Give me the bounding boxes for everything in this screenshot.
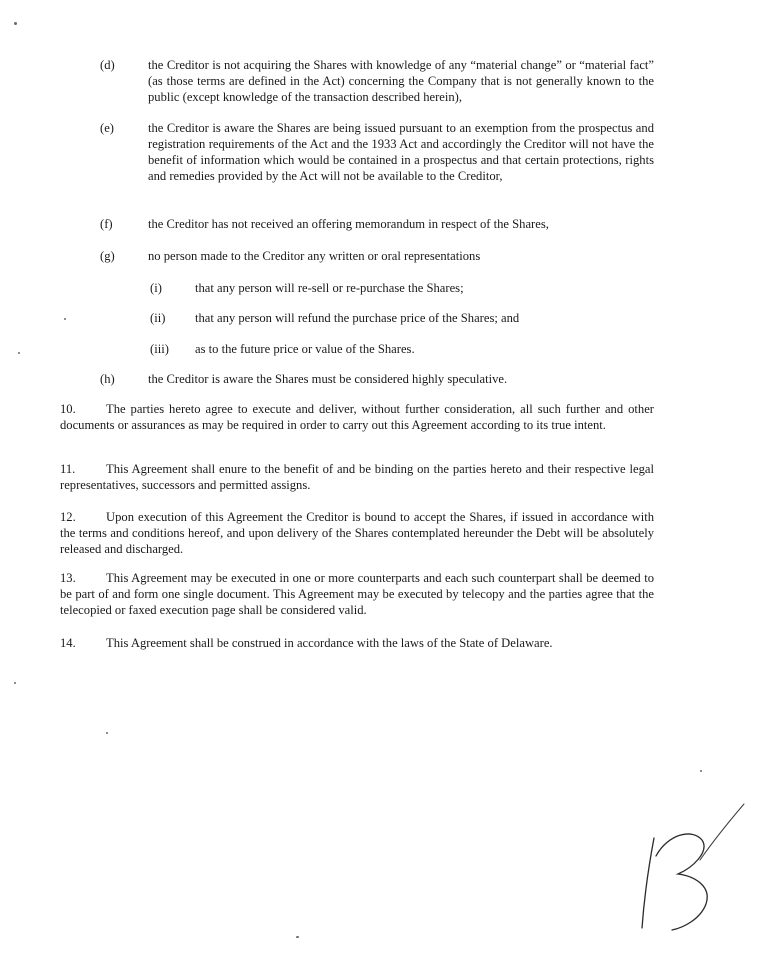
subclause-label: (iii): [150, 342, 169, 356]
clause-text: the Creditor is aware the Shares are being issued pursuant to an exemption from the prospectus and registration requirements of the Act and the 1933 Act and accordingly the Creditor will not have the benefit of information which would be contained in a prospectus and that certain protections, rights and remedies provided by the Act will not be available to the Creditor,: [148, 121, 654, 183]
paragraph-number: 13.: [60, 571, 76, 585]
subclause-text: as to the future price or value of the Shares.: [195, 342, 415, 356]
clause-text: the Creditor has not received an offering memorandum in respect of the Shares,: [148, 217, 549, 231]
clause-e: [100, 120, 655, 204]
clause-label: (h): [100, 372, 115, 386]
subclause-label: (ii): [150, 311, 166, 325]
scan-speck: [106, 732, 108, 734]
paragraph-text: Upon execution of this Agreement the Creditor is bound to accept the Shares, if issued in accordance with the terms and conditions hereof, and upon delivery of the Shares contemplated hereunder the Debt will be absolutely released and discharged.: [60, 510, 654, 556]
clause-h: [100, 371, 655, 389]
paragraph-number: 14.: [60, 636, 76, 650]
paragraph-11: [60, 461, 654, 493]
clause-text: the Creditor is not acquiring the Shares with knowledge of any “material change” or “material fact” (as those terms are defined in the Act) concerning the Company that is not generally known to the public (except knowledge of the transaction described herein),: [148, 58, 654, 104]
clause-text: the Creditor is aware the Shares must be considered highly speculative.: [148, 372, 508, 386]
paragraph-text: This Agreement may be executed in one or more counterparts and each such counterpart shall be deemed to be part of and form one single document. This Agreement may be executed by telecopy and the parties agree that the telecopied or faxed execution page shall be considered valid.: [60, 571, 654, 617]
paragraph-14: [60, 635, 654, 651]
paragraph-number: 10.: [60, 402, 76, 416]
handwritten-initials: [628, 800, 748, 940]
clause-label: (d): [100, 58, 115, 72]
clause-d: [100, 57, 655, 109]
paragraph-text: The parties hereto agree to execute and deliver, without further consideration, all such further and other documents or assurances as may be required in order to carry out this Agreement according to its true intent.: [60, 402, 654, 432]
paragraph-number: 12.: [60, 510, 76, 524]
paragraph-number: 11.: [60, 462, 76, 476]
subclause-i: [150, 280, 655, 298]
clause-label: (e): [100, 121, 114, 135]
paragraph-text: This Agreement shall be construed in accordance with the laws of the State of Delaware.: [106, 636, 553, 650]
subclause-label: (i): [150, 281, 162, 295]
paragraph-12: [60, 509, 654, 557]
scan-speck: [14, 22, 17, 25]
subclause-text: that any person will refund the purchase price of the Shares; and: [195, 311, 520, 325]
clause-g: [100, 248, 655, 266]
clause-label: (g): [100, 249, 115, 263]
paragraph-13: [60, 570, 654, 618]
clause-label: (f): [100, 217, 113, 231]
scan-speck: [700, 770, 702, 772]
subclause-text: that any person will re-sell or re-purchase the Shares;: [195, 281, 464, 295]
clause-f: [100, 216, 655, 234]
scan-speck: [64, 318, 66, 320]
paragraph-10: [60, 401, 654, 433]
scan-speck: [14, 682, 16, 684]
subclause-ii: [150, 310, 655, 328]
scan-speck: [296, 936, 299, 938]
paragraph-text: This Agreement shall enure to the benefit of and be binding on the parties hereto and their respective legal representatives, successors and permitted assigns.: [60, 462, 654, 492]
clause-text: no person made to the Creditor any written or oral representations: [148, 249, 481, 263]
subclause-iii: [150, 341, 655, 359]
scan-speck: [18, 352, 20, 354]
